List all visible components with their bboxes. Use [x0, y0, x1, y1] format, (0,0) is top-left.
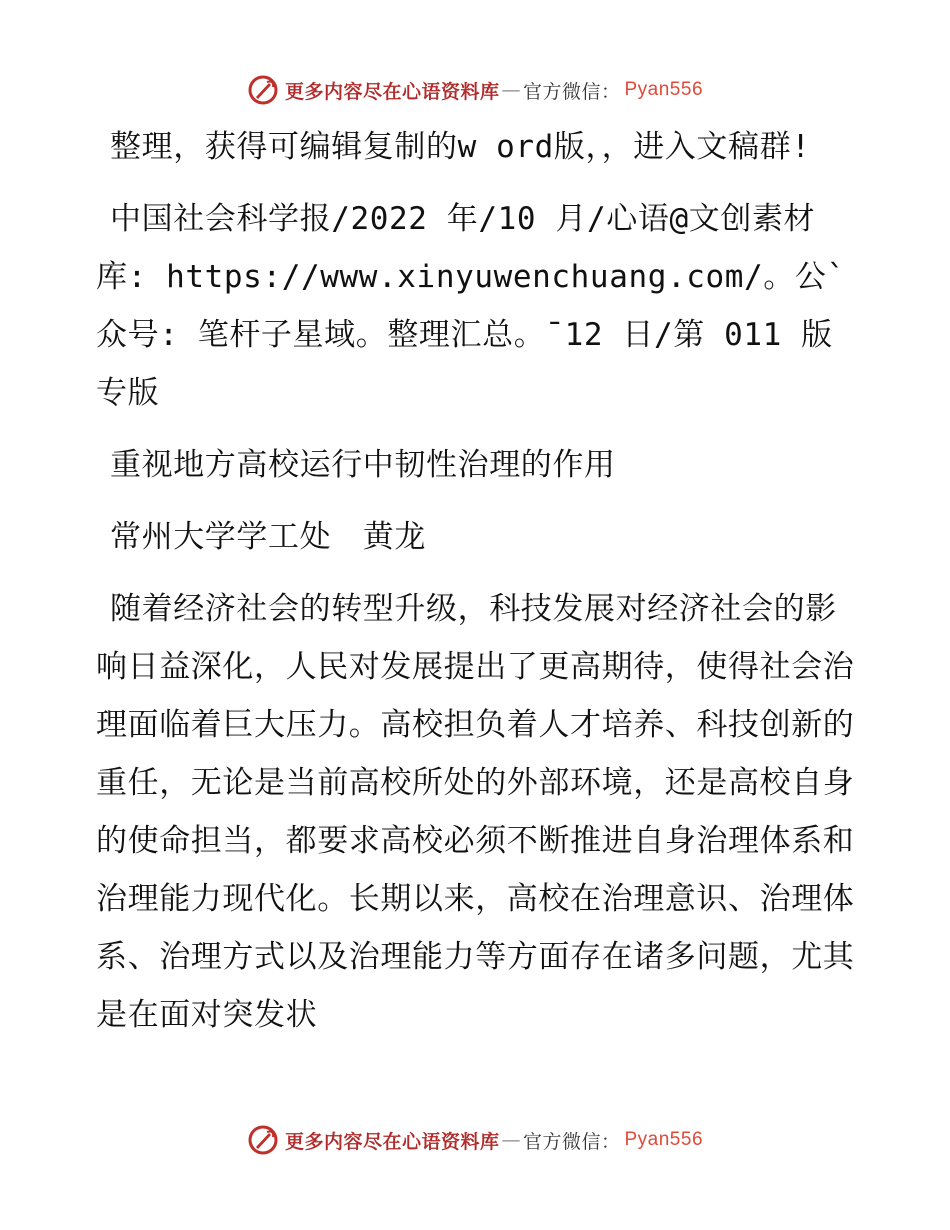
watermark-separator: — [501, 1129, 521, 1151]
watermark-id: Pyan556 [624, 79, 704, 100]
watermark-id: Pyan556 [624, 1129, 704, 1150]
paragraph-body: 随着经济社会的转型升级，科技发展对经济社会的影响日益深化，人民对发展提出了更高期待，使得社会治理面临着巨大压力。高校担负着人才培养、科技创新的重任，无论是当前高校所处的外部环境，还是高校自身的使命担当，都要求高校必须不断推进自身治理体系和治理能力现代化。长期以来，高校在治理意识、治理体系、治理方式以及治理能力等方面存在诸多问题，尤其是在面对突发状 [96, 591, 855, 1033]
article-author: 常州大学学工处 黄龙 [110, 519, 426, 555]
watermark-label: 官方微信： [522, 1130, 621, 1153]
quill-logo-icon [247, 74, 279, 106]
article-title: 重视地方高校运行中韧性治理的作用 [110, 447, 616, 483]
paragraph-intro: 整理，获得可编辑复制的w ord版，，进入文稿群! [110, 129, 811, 165]
watermark-label: 官方微信： [522, 80, 621, 103]
header-watermark [0, 70, 950, 110]
document-body [96, 118, 856, 1058]
watermark-text: 更多内容尽在心语资料库 [284, 80, 500, 103]
paragraph-source: 中国社会科学报/2022 年/10 月/心语@文创素材库: https://www.xinyuwenchuang.com/。公`众号: 笔杆子星域。整理汇总。¯12 日/第 011 版专版 [96, 201, 846, 411]
watermark-separator: — [501, 79, 521, 101]
footer-watermark [0, 1120, 950, 1160]
watermark-text: 更多内容尽在心语资料库 [284, 1130, 500, 1153]
quill-logo-icon [247, 1124, 279, 1156]
